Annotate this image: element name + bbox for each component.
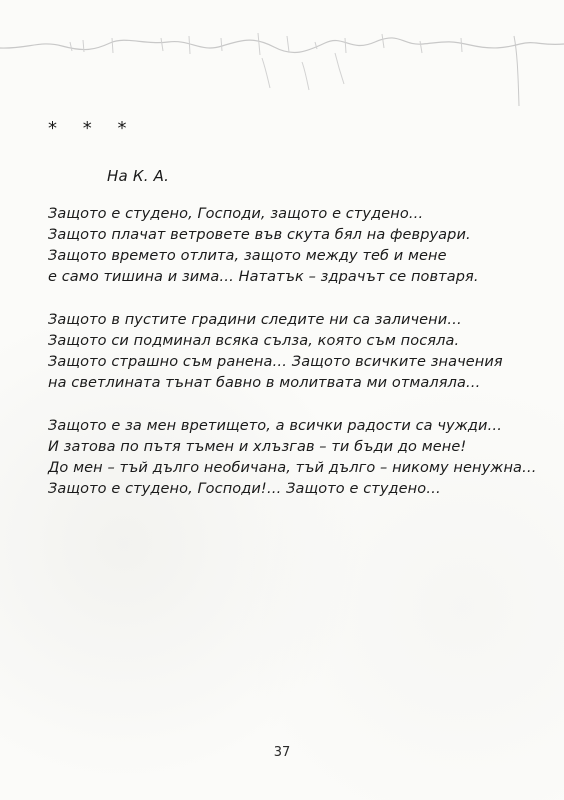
handwritten-header-decoration (0, 18, 564, 108)
poem-line: Защото страшно съм ранена… Защото всичките значения (48, 354, 503, 370)
poem-line: Защото времето отлита, защото между теб и мене (48, 248, 447, 264)
page-number: 37 (273, 745, 291, 760)
poem-stanza (48, 310, 548, 394)
poem-dedication: На К. А. (107, 167, 170, 185)
poem-line: на светлината тънат бавно в молитвата ми отмаляла… (48, 375, 481, 391)
poem-stanza (48, 416, 548, 500)
poem-line: Защото е за мен вретището, а всички радости са чужди… (48, 418, 503, 434)
poem-line: Защото в пустите градини следите ни са заличени… (48, 312, 462, 328)
poem-line: Защото си подминал всяка сълза, която съм посяла. (48, 333, 460, 349)
poem-line: И затова по пътя тъмен и хлъзгав – ти бъди до мене! (48, 439, 467, 455)
poem-stanza (48, 204, 548, 288)
poem-line: е само тишина и зима… Нататък – здрачът се повтаря. (48, 269, 479, 285)
poem-line: До мен – тъй дълго необичана, тъй дълго – никому ненужна… (48, 460, 537, 476)
poem-line: Защото е студено, Господи!… Защото е студено… (48, 481, 441, 497)
poem-line: Защото е студено, Господи, защото е студено… (48, 206, 424, 222)
section-asterisks: * * * (48, 118, 137, 139)
poem-line: Защото плачат ветровете във скута бял на февруари. (48, 227, 471, 243)
poem-body (48, 204, 548, 522)
